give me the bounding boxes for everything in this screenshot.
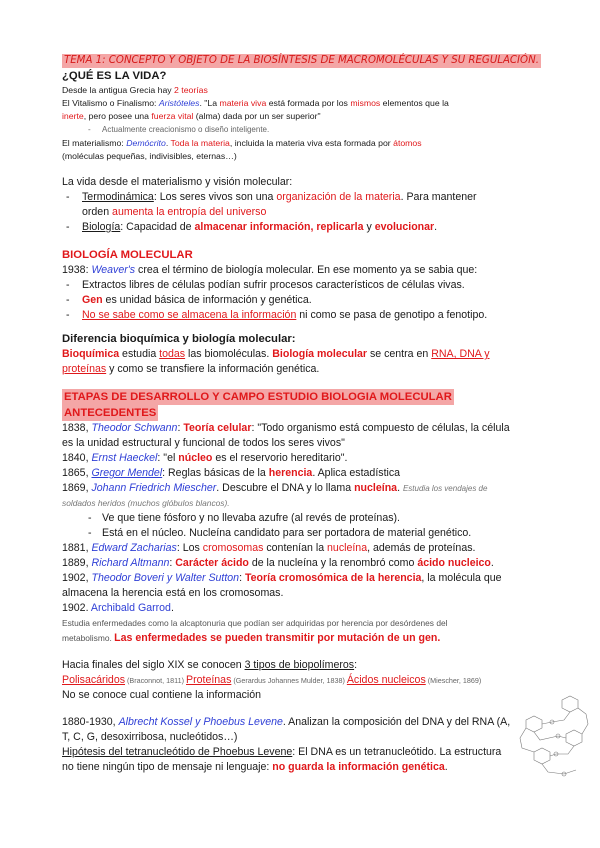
text-span: , además de proteínas. [367,542,476,554]
person-name: Richard Altmann [91,557,170,569]
text-span: Proteínas [186,674,232,686]
paragraph-no-se-conoce: No se conoce cual contiene la información [62,689,262,701]
paragraph-1838 [62,421,542,436]
paragraph-diferencia [62,347,542,362]
paragraph-materialismo-cont: (moléculas pequeñas, indivisibles, eternas…) [62,151,237,161]
person-name: Johann Friedrich Miescher [91,482,217,494]
section-diferencia [62,331,542,377]
text-span: , incluida la materia viva esta formada por [229,138,394,148]
text-span: Teoría cromosómica de la herencia [244,572,422,584]
section-biopolimeros [62,658,542,703]
text-span: 1838, [62,422,92,434]
paragraph-garrod-cont [62,631,542,646]
text-span: aumenta la entropía del universo [112,206,267,218]
text-span: El materialismo: [62,138,127,148]
paragraph-vitalismo [62,97,542,110]
text-span: Las enfermedades se pueden transmitir por mutación de un gen. [114,632,441,644]
paragraph-levene-cont [62,760,542,775]
text-span: es unidad básica de información y genética. [102,294,312,306]
text-span: . [434,221,438,233]
paragraph-intro: La vida desde el materialismo y visión molecular: [62,176,293,188]
text-span: 1840, [62,452,92,464]
person-name: Weaver's [91,264,136,276]
text-span: elementos que la [380,98,449,108]
list-item [62,308,542,323]
text-span: Ácidos nucleicos [346,674,426,686]
list-item-cont [62,205,542,220]
text-span: almacenar información, replicarla [194,221,364,233]
paragraph-1880-cont: T, C, G, desoxirribosa, nucleótidos…) [62,731,238,743]
text-span: Polisacáridos [62,674,126,686]
person-name: Gregor Mendel [91,467,163,479]
text-span: materia viva [219,98,267,108]
paragraph-1865 [62,466,542,481]
text-span: : Los seres vivos son una [153,191,277,203]
text-span: . Analizan la composición del DNA y del RNA (A, [282,716,511,728]
list-item [62,220,542,235]
text-span: y como se transfiere la información genética. [106,363,320,375]
text-span: : Reglas básicas de la [162,467,269,479]
text-span: ni como se pasa de genotipo a fenotipo. [296,309,488,321]
note: Estudia los vendajes de [402,484,488,493]
text-span: contenían la [263,542,328,554]
section-heading-biomol: BIOLOGÍA MOLECULAR [62,249,193,261]
section-heading-vida: ¿QUÉ ES LA VIDA? [62,70,167,82]
text-span: No se sabe como se almacena la información [82,309,297,321]
person-name: Demócrito [126,138,166,148]
section-vision-molecular [62,175,542,235]
text-span: 1902. [62,602,91,614]
text-span: nucleína [354,482,398,494]
note-cont: soldados heridos (muchos glóbulos blancos). [62,498,230,508]
text-span: . [165,138,171,148]
paragraph-1840 [62,451,542,466]
list-item: - Extractos libres de células podían sufrir procesos característicos de células vivas. [62,278,542,293]
text-span: 1889, [62,557,92,569]
paragraph-garrod-note: Estudia enfermedades como la alcaptonuria que podían ser adquiridas por herencia por desórdenes del [62,618,448,628]
text-span: mismos [350,98,381,108]
person-name: Albrecht Kossel y Phoebus Levene [118,716,283,728]
text-span: es el reservorio hereditario". [212,452,348,464]
paragraph-levene [62,745,542,760]
term: Biología [82,221,121,233]
text-span: fuerza vital [151,111,194,121]
text-span: no guarda la información genética [272,761,445,773]
list-item: - Ve que tiene fósforo y no llevaba azufre (al revés de proteínas). [62,511,542,526]
text-span: Desde la antigua Grecia hay [62,85,175,95]
text-span: está formada por los [266,98,351,108]
text-span: Hipótesis del tetranucleótido de Phoebus Levene [62,746,293,758]
text-span: Toda la materia [170,138,230,148]
text-span: evolucionar [374,221,435,233]
text-span: : [177,422,184,434]
section-biologia-molecular [62,247,542,323]
person-name: Aristóteles [158,98,200,108]
text-span: Carácter ácido [175,557,249,569]
section-que-es-la-vida [62,68,542,163]
text-span: RNA, DNA y [431,348,490,360]
paragraph-1881 [62,541,542,556]
text-span: : El DNA es un tetranucleótido. La estructura [292,746,502,758]
person-name: Theodor Boveri y Walter Sutton [91,572,240,584]
person-name: Archibald Garrod [90,602,171,614]
text-span: cromosomas [202,542,264,554]
text-span: Gen [82,294,103,306]
page-title: TEMA 1: CONCEPTO Y OBJETO DE LA BIOSÍNTESIS DE MACROMOLÉCULAS Y SU REGULACIÓN. [64,55,539,66]
paragraph-1938 [62,263,542,278]
text-span: metabolismo. [62,633,115,643]
text-span: 1880-1930, [62,716,119,728]
citation: (Gerardus Johannes Mulder, 1838) [231,676,347,685]
paragraph-1902-boveri-cont: almacena la herencia está en los cromosomas. [62,587,284,599]
paragraph-biopolimeros-list [62,673,542,688]
text-span: Teoría celular [183,422,252,434]
list-item: - Está en el núcleo. Nucleína candidato para ser portadora de material genético. [62,526,542,541]
text-span: Hacia finales del siglo XIX se conocen [62,659,245,671]
text-span: . [444,761,448,773]
list-item: - Actualmente creacionismo o diseño inteligente. [62,123,542,137]
paragraph-vitalismo-cont [62,110,542,123]
text-span: 1881, [62,542,92,554]
text-span: . Aplica estadística [312,467,401,479]
text-span: El Vitalismo o Finalismo: [62,98,159,108]
tetranucleotide-structure-figure [512,690,596,782]
text-span: crea el término de biología molecular. En ese momento ya se sabia que: [135,264,478,276]
citation: (Braconnot, 1811) [125,676,187,685]
text-span: . Para mantener [400,191,477,203]
text-span: : [239,572,245,584]
text-span: : [354,659,358,671]
term: Termodinámica [82,191,154,203]
text-span: las biomoléculas. [185,348,273,360]
text-span: 1938: [62,264,92,276]
paragraph-diferencia-cont [62,362,542,377]
section-kossel-levene [62,715,542,775]
paragraph-siglo-xix [62,658,542,673]
text-span: 1902, [62,572,92,584]
paragraph-1902-boveri [62,571,542,586]
text-span: estudia [119,348,160,360]
person-name: Ernst Haeckel [91,452,158,464]
text-span: 2 teorías [174,85,208,95]
text-span: : "Todo organismo está compuesto de células, la célula [251,422,510,434]
text-span: inerte [62,111,84,121]
section-heading-diferencia: Diferencia bioquímica y biología molecular: [62,333,296,345]
text-span: ácido nucleico [417,557,491,569]
text-span: de la nucleína y la renombró como [248,557,418,569]
text-span: . [490,557,494,569]
text-span: . "La [199,98,220,108]
text-span: todas [159,348,186,360]
text-span: : "el [157,452,179,464]
citation: (Miescher, 1869) [425,676,482,685]
text-span: se centra en [367,348,432,360]
text-span: no tiene ningún tipo de mensaje ni lenguaje: [62,761,273,773]
text-span: , la molécula que [421,572,502,584]
section-etapas [62,389,542,646]
text-span: , pero posee una [83,111,152,121]
text-span: organización de la materia [276,191,401,203]
text-span: nucleína [327,542,368,554]
paragraph-1880 [62,715,542,730]
text-span: y [363,221,375,233]
text-span: núcleo [178,452,213,464]
text-span: : [169,557,176,569]
text-span: Bioquímica [62,348,120,360]
text-span: . Descubre el DNA y lo llama [216,482,355,494]
section-heading-etapas [62,389,542,405]
text-span: . [397,482,403,494]
paragraph-1869 [62,481,542,496]
paragraph-teorias [62,84,542,97]
text-span: : Capacidad de [120,221,195,233]
text-span: átomos [393,138,422,148]
paragraph-1838-cont: es la unidad estructural y funcional de todos los seres vivos" [62,437,345,449]
document-page [62,50,542,775]
text-span: herencia [268,467,313,479]
text-span: 1869, [62,482,92,494]
text-span: (alma) dada por un ser superior" [193,111,321,121]
text-span: Biología molecular [272,348,368,360]
text-span: : Los [176,542,203,554]
text-span: 3 tipos de biopolímeros [244,659,355,671]
list-item [62,190,542,205]
person-name: Theodor Schwann [91,422,178,434]
text-span: . [170,602,174,614]
paragraph-materialismo [62,137,542,150]
highlighted-subheading: ANTECEDENTES [64,407,157,419]
list-item [62,293,542,308]
highlighted-heading: ETAPAS DE DESARROLLO Y CAMPO ESTUDIO BIOLOGIA MOLECULAR [64,391,452,403]
text-span: 1865, [62,467,92,479]
text-span: proteínas [62,363,107,375]
paragraph-1902-garrod [62,601,542,616]
person-name: Edward Zacharias [91,542,177,554]
paragraph-1889 [62,556,542,571]
text-span: orden [82,206,113,218]
subheading-antecedentes [62,405,542,421]
